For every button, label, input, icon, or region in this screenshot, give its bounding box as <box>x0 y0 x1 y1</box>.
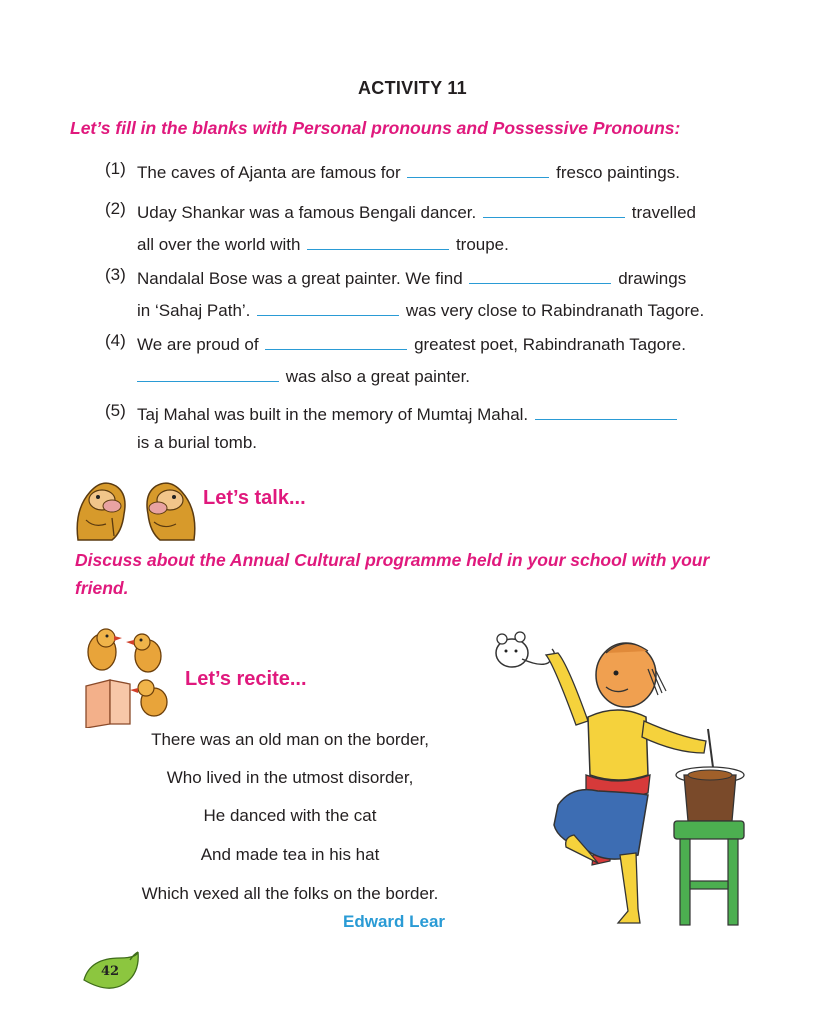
exercise-text: in ‘Sahaj Path’. <box>137 301 251 320</box>
poem-line: He danced with the cat <box>203 806 377 825</box>
exercise-text: troupe. <box>455 235 509 254</box>
exercise-text: is a burial tomb. <box>137 433 257 452</box>
blank-line[interactable] <box>307 227 449 250</box>
poem-line: And made tea in his hat <box>200 845 380 864</box>
exercise-4 <box>105 327 686 391</box>
poem-author: Edward Lear <box>343 912 446 931</box>
exercise-2 <box>105 195 696 259</box>
recite-heading: Let’s recite... <box>185 668 307 690</box>
exercise-text: drawings <box>618 269 687 288</box>
activity-instruction: Let’s fill in the blanks with Personal pronouns and Possessive Pronouns: <box>70 118 681 138</box>
exercise-text: greatest poet, Rabindranath Tagore. <box>414 335 686 354</box>
old-man-dancing-illustration <box>488 625 758 935</box>
exercise-text: was very close to Rabindranath Tagore. <box>405 301 705 320</box>
exercise-number: (1) <box>105 159 126 178</box>
exercise-text: was also a great painter. <box>285 367 471 386</box>
monkey-right-icon <box>147 483 195 540</box>
exercise-text: The caves of Ajanta are famous for <box>137 163 401 182</box>
bird-icon <box>126 634 161 672</box>
exercise-number: (2) <box>105 199 126 218</box>
cat-icon <box>496 632 554 667</box>
exercise-text: fresco paintings. <box>556 163 680 182</box>
page-number: 42 <box>100 964 120 979</box>
exercise-text: Uday Shankar was a famous Bengali dancer. <box>137 203 477 222</box>
exercise-text: travelled <box>631 203 696 222</box>
exercise-text: Taj Mahal was built in the memory of Mumtaj Mahal. <box>137 405 529 424</box>
page-number-badge <box>80 950 142 996</box>
exercise-text: Nandalal Bose was a great painter. We find <box>137 269 463 288</box>
exercise-1 <box>105 155 680 187</box>
blank-line[interactable] <box>265 327 407 350</box>
blank-line[interactable] <box>137 359 279 382</box>
blank-line[interactable] <box>257 293 399 316</box>
two-monkeys-illustration <box>72 470 200 542</box>
blank-line[interactable] <box>535 397 677 420</box>
bird-icon <box>130 680 167 716</box>
talk-heading: Let’s talk... <box>203 487 306 509</box>
exercise-number: (3) <box>105 265 126 284</box>
blank-line[interactable] <box>469 261 611 284</box>
birds-book-illustration <box>76 624 186 728</box>
poem-line: Who lived in the utmost disorder, <box>166 768 414 787</box>
exercise-number: (5) <box>105 401 126 420</box>
activity-title: ACTIVITY 11 <box>357 78 467 98</box>
talk-prompt: Discuss about the Annual Cultural programme held in your school with your friend. <box>75 550 710 598</box>
book-icon <box>86 680 130 728</box>
blank-line[interactable] <box>407 155 549 178</box>
blank-line[interactable] <box>483 195 625 218</box>
poem-line: There was an old man on the border, <box>151 730 429 749</box>
exercise-number: (4) <box>105 331 126 350</box>
exercise-3 <box>105 261 704 325</box>
bird-icon <box>88 629 122 670</box>
exercise-text: We are proud of <box>137 335 259 354</box>
exercise-text: all over the world with <box>137 235 301 254</box>
exercise-5 <box>105 397 679 457</box>
monkey-left-icon <box>77 483 125 540</box>
poem-line: Which vexed all the folks on the border. <box>141 884 439 903</box>
